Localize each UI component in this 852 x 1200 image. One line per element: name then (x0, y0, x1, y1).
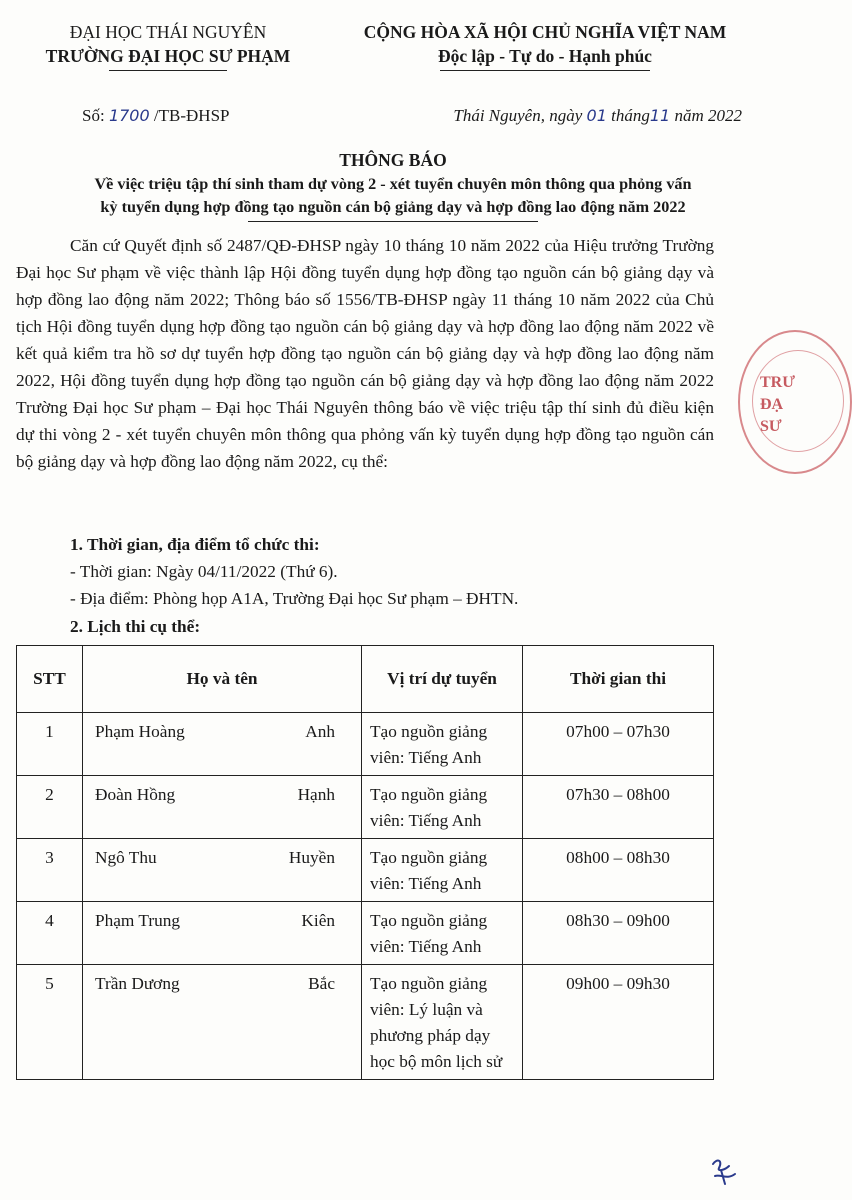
header-name: Họ và tên (83, 646, 362, 713)
row-given-name: Kiên (301, 911, 335, 930)
row-position: Tạo nguồn giảng viên: Tiếng Anh (370, 722, 488, 767)
header-divider (109, 70, 227, 71)
table-row (17, 965, 714, 1080)
table-row (17, 713, 714, 776)
row-position: Tạo nguồn giảng viên: Tiếng Anh (370, 911, 488, 956)
row-position: Tạo nguồn giảng viên: Tiếng Anh (370, 785, 488, 830)
section1-heading: 1. Thời gian, địa điểm tổ chức thi: (70, 535, 320, 554)
row-stt: 1 (45, 722, 54, 741)
section2-heading: 2. Lịch thi cụ thể: (70, 617, 201, 636)
header-time: Thời gian thi (523, 646, 714, 713)
handwritten-initials-icon (705, 1150, 745, 1190)
date-day: 01 (586, 106, 607, 125)
date-month: 11 (649, 106, 671, 125)
reference-number (82, 106, 229, 126)
seal-text-line-2: ĐẠ (760, 396, 784, 413)
date-month-label: tháng (611, 106, 650, 125)
subtitle-divider (248, 221, 538, 222)
row-position: Tạo nguồn giảng viên: Tiếng Anh (370, 848, 488, 893)
section1-time: - Thời gian: Ngày 04/11/2022 (Thứ 6). (70, 562, 338, 581)
header-position: Vị trí dự tuyển (362, 646, 523, 713)
exam-schedule-table (16, 645, 714, 1080)
table-row (17, 776, 714, 839)
seal-text-line-3: SƯ (760, 418, 782, 435)
document-subtitle (40, 173, 746, 222)
row-surname: Phạm Trung (95, 911, 180, 930)
reference-suffix: /TB-ĐHSP (153, 106, 230, 125)
table-row (17, 902, 714, 965)
row-stt: 5 (45, 974, 54, 993)
row-surname: Đoàn Hồng (95, 785, 176, 804)
row-time: 07h00 – 07h30 (566, 722, 670, 741)
row-given-name: Bắc (308, 974, 335, 993)
section1-place: - Địa điểm: Phòng họp A1A, Trường Đại học Sư phạm – ĐHTN. (70, 589, 519, 608)
row-time: 08h00 – 08h30 (566, 848, 670, 867)
row-surname: Phạm Hoàng (95, 722, 185, 741)
row-surname: Ngô Thu (95, 848, 157, 867)
row-given-name: Huyền (288, 848, 335, 867)
row-surname: Trần Dương (95, 974, 180, 993)
row-time: 08h30 – 09h00 (566, 911, 670, 930)
document-title: THÔNG BÁO (339, 150, 447, 170)
issuer-header (18, 20, 318, 71)
subtitle-line-1: Về việc triệu tập thí sinh tham dự vòng 2 - xét tuyển chuyên môn thông qua phỏng vấn (94, 175, 692, 193)
row-stt: 3 (45, 848, 54, 867)
national-title: CỘNG HÒA XÃ HỘI CHỦ NGHĨA VIỆT NAM (363, 22, 727, 42)
row-time: 09h00 – 09h30 (566, 974, 670, 993)
reference-handwritten-number: 1700 (108, 106, 150, 125)
reference-prefix: Số: (82, 106, 105, 125)
date-year: năm 2022 (674, 106, 742, 125)
school-name: TRƯỜNG ĐẠI HỌC SƯ PHẠM (45, 46, 291, 66)
row-stt: 4 (45, 911, 54, 930)
motto-divider (440, 70, 650, 71)
row-given-name: Hạnh (297, 785, 335, 804)
seal-text-line-1: TRƯ (760, 374, 795, 391)
date-place: Thái Nguyên, ngày (453, 106, 583, 125)
issue-date (453, 106, 742, 126)
subtitle-line-2: kỳ tuyển dụng hợp đồng tạo nguồn cán bộ giảng dạy và hợp đồng lao động năm 2022 (100, 198, 686, 216)
national-header (322, 20, 768, 71)
official-seal-text (760, 372, 795, 438)
row-stt: 2 (45, 785, 54, 804)
national-motto: Độc lập - Tự do - Hạnh phúc (438, 46, 652, 66)
row-time: 07h30 – 08h00 (566, 785, 670, 804)
table-header-row (17, 646, 714, 713)
row-given-name: Anh (305, 722, 335, 741)
university-name: ĐẠI HỌC THÁI NGUYÊN (69, 22, 267, 42)
intro-paragraph: Căn cứ Quyết định số 2487/QĐ-ĐHSP ngày 10 tháng 10 năm 2022 của Hiệu trưởng Trường Đại học Sư phạm về việc thành lập Hội đồng tuyển dụng hợp đồng tạo nguồn cán bộ giảng dạy và hợp đồng lao động năm 2022; Thông báo số 1556/TB-ĐHSP ngày 11 tháng 10 năm 2022 của Chủ tịch Hội đồng tuyển dụng hợp đồng tạo nguồn cán bộ giảng dạy và hợp đồng lao động năm 2022 về kết quả kiểm tra hồ sơ dự tuyển hợp đồng tạo nguồn cán bộ giảng dạy và hợp đồng lao động năm 2022, Hội đồng tuyển dụng hợp đồng tạo nguồn cán bộ giảng dạy và hợp đồng lao động năm 2022 Trường Đại học Sư phạm – Đại học Thái Nguyên thông báo về việc triệu tập thí sinh đủ điều kiện dự thi vòng 2 - xét tuyển chuyên môn thông qua phỏng vấn kỳ tuyển dụng hợp đồng tạo nguồn cán bộ giảng dạy và hợp đồng lao động năm 2022, cụ thể: (16, 236, 714, 471)
header-stt: STT (17, 646, 83, 713)
table-row (17, 839, 714, 902)
row-position: Tạo nguồn giảng viên: Lý luận và phương pháp dạy học bộ môn lịch sử (370, 974, 503, 1071)
